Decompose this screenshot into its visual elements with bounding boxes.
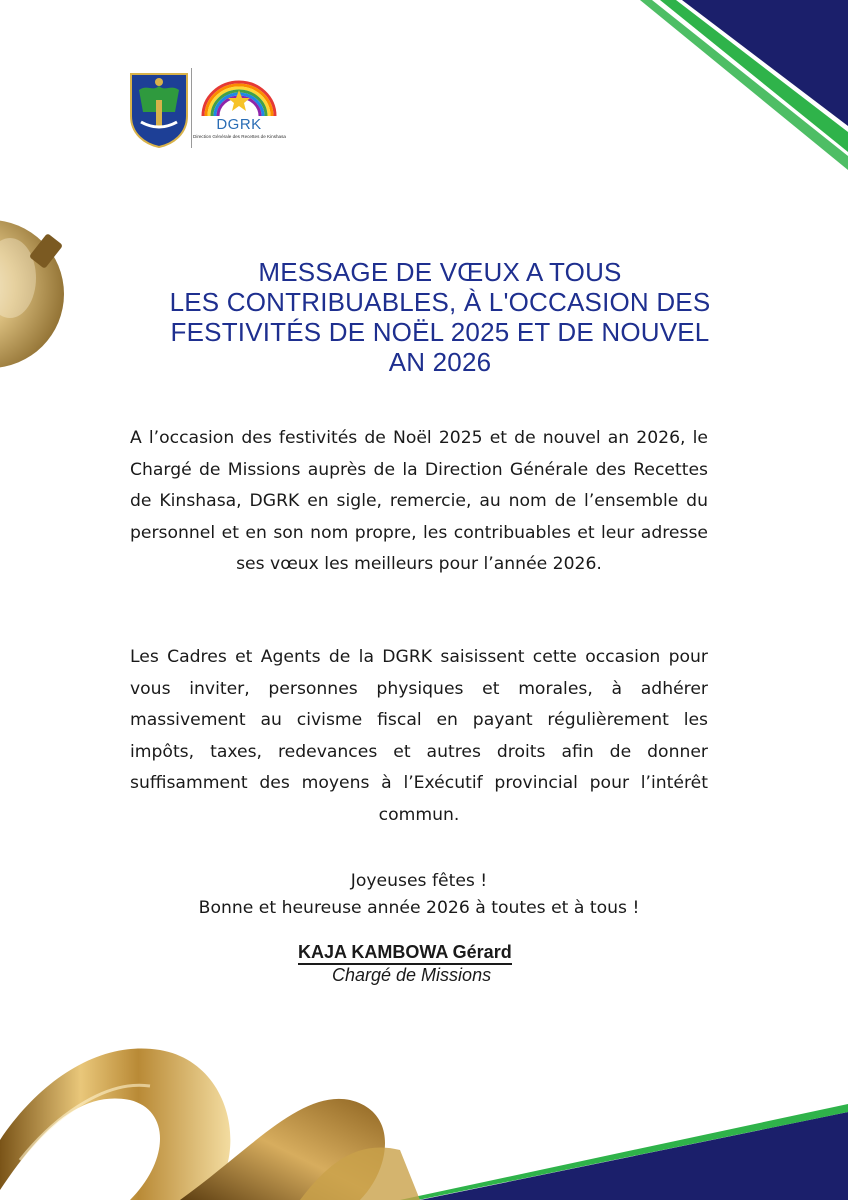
rainbow-star-icon bbox=[193, 68, 285, 118]
bottom-right-stripes bbox=[400, 1104, 848, 1200]
title-line: FESTIVITÉS DE NOËL 2025 ET DE NOUVEL bbox=[170, 317, 710, 347]
dgrk-logo-subtitle: Direction Générale des Recettes de Kinshasa bbox=[193, 134, 286, 139]
closing-line-2: Bonne et heureuse année 2026 à toutes et à tous ! bbox=[198, 898, 640, 918]
message-title bbox=[120, 257, 760, 377]
gold-ribbon bbox=[0, 1048, 420, 1200]
body-paragraph-2: Les Cadres et Agents de la DGRK saisissent cette occasion pour vous inviter, personnes physiques et morales, à adhérer massivement au civisme fiscal en payant régulièrement les impôts, taxes, redevances et autres droits afin de donner suffisamment des moyens à l’Exécutif provincial pour l’intérêt commun. bbox=[130, 647, 708, 825]
dgrk-logo-name: DGRK bbox=[216, 116, 262, 133]
title-line: LES CONTRIBUABLES, À L'OCCASION DES bbox=[169, 287, 711, 317]
logo-divider bbox=[191, 68, 192, 148]
city-crest-icon bbox=[127, 70, 191, 148]
top-right-stripes bbox=[640, 0, 848, 170]
dgrk-logo bbox=[193, 68, 285, 148]
body-paragraph-1: A l’occasion des festivités de Noël 2025 et de nouvel an 2026, le Chargé de Missions auprès de la Direction Générale des Recettes de Kinshasa, DGRK en sigle, remercie, au nom de l’ensemble du personnel et en son nom propre, les contribuables et leur adresse ses vœux les meilleurs pour l’année 2026. bbox=[130, 428, 708, 574]
signatory-name: KAJA KAMBOWA Gérard bbox=[298, 942, 512, 965]
title-line: AN 2026 bbox=[388, 347, 492, 377]
signatory-title: Chargé de Missions bbox=[332, 965, 492, 985]
logo-block bbox=[127, 68, 285, 148]
gold-ornament-ball bbox=[0, 220, 64, 368]
closing-line-1: Joyeuses fêtes ! bbox=[350, 871, 488, 891]
closing-wishes bbox=[130, 868, 708, 922]
title-line: MESSAGE DE VŒUX A TOUS bbox=[258, 257, 622, 287]
